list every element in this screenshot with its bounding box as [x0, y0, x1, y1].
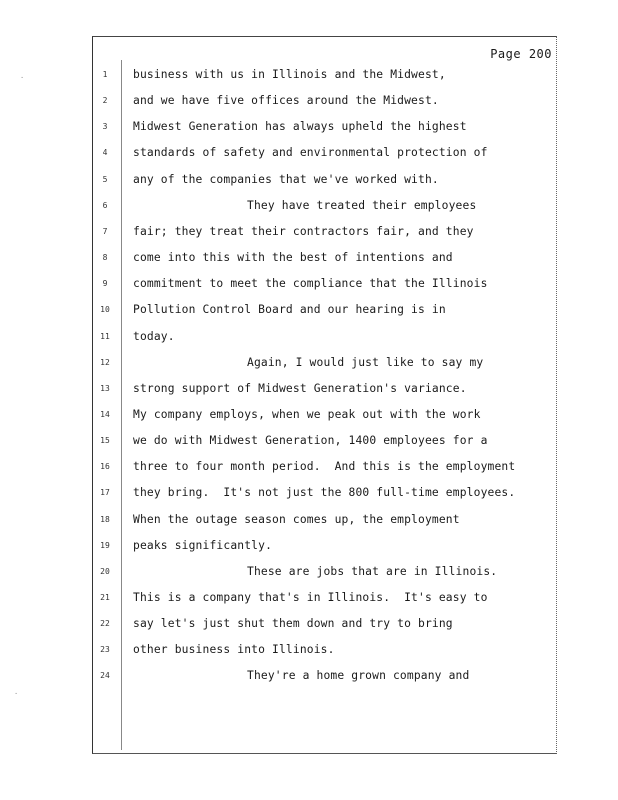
transcript-line: Pollution Control Board and our hearing is in [133, 303, 446, 317]
transcript-line: This is a company that's in Illinois. It's easy to [133, 591, 488, 604]
transcript-line: commitment to meet the compliance that the Illinois [133, 277, 488, 291]
line-number: 1 [102, 70, 108, 79]
line-number: 20 [100, 566, 110, 576]
line-number: 16 [100, 462, 110, 472]
line-number: 12 [100, 357, 110, 367]
scan-mark: · [14, 690, 19, 698]
line-number: 5 [102, 174, 108, 184]
scan-mark: . [20, 72, 25, 80]
transcript-line: When the outage season comes up, the employment [133, 512, 460, 526]
page-number: Page 200 [490, 47, 552, 61]
line-number: 13 [100, 383, 110, 393]
line-number-rule [121, 60, 122, 750]
line-number: 10 [100, 305, 110, 315]
transcript-line: My company employs, when we peak out with the work [133, 407, 481, 421]
transcript-line: Again, I would just like to say my [247, 355, 484, 369]
line-number: 7 [102, 226, 108, 236]
line-number: 18 [100, 514, 110, 524]
line-number: 9 [102, 279, 108, 289]
line-number: 23 [100, 645, 110, 655]
transcript-line: today. [133, 329, 175, 343]
transcript-line: any of the companies that we've worked with. [133, 172, 439, 186]
transcript-line: come into this with the best of intentions and [133, 251, 453, 265]
transcript-line: Midwest Generation has always upheld the highest [133, 120, 467, 134]
line-number: 3 [102, 122, 108, 132]
transcript-line: They're a home grown company and [247, 669, 470, 683]
line-number: 11 [100, 331, 110, 341]
line-number: 22 [100, 619, 110, 629]
line-number: 15 [100, 436, 110, 446]
line-number: 21 [100, 593, 110, 602]
line-number: 6 [102, 200, 108, 210]
line-number: 2 [102, 96, 108, 106]
transcript-line: standards of safety and environmental protection of [133, 146, 488, 160]
line-number: 17 [100, 488, 110, 498]
line-number: 19 [100, 540, 110, 550]
transcript-line: business with us in Illinois and the Midwest, [133, 68, 446, 81]
line-number: 8 [102, 253, 108, 263]
line-number: 4 [102, 148, 108, 158]
transcript-line: These are jobs that are in Illinois. [247, 564, 498, 578]
transcript-line: three to four month period. And this is the employment [133, 460, 516, 474]
line-number: 24 [100, 671, 110, 681]
transcript-line: peaks significantly. [133, 538, 273, 552]
transcript-line: and we have five offices around the Midwest. [133, 94, 439, 108]
transcript-line: fair; they treat their contractors fair, and they [133, 224, 474, 238]
transcript-line: we do with Midwest Generation, 1400 employees for a [133, 434, 488, 448]
transcript-line: They have treated their employees [247, 198, 477, 212]
line-number: 14 [100, 409, 110, 419]
transcript-line: they bring. It's not just the 800 full-time employees. [133, 486, 516, 500]
transcript-line: strong support of Midwest Generation's variance. [133, 381, 467, 395]
transcript-line: other business into Illinois. [133, 643, 335, 657]
transcript-line: say let's just shut them down and try to bring [133, 617, 453, 631]
